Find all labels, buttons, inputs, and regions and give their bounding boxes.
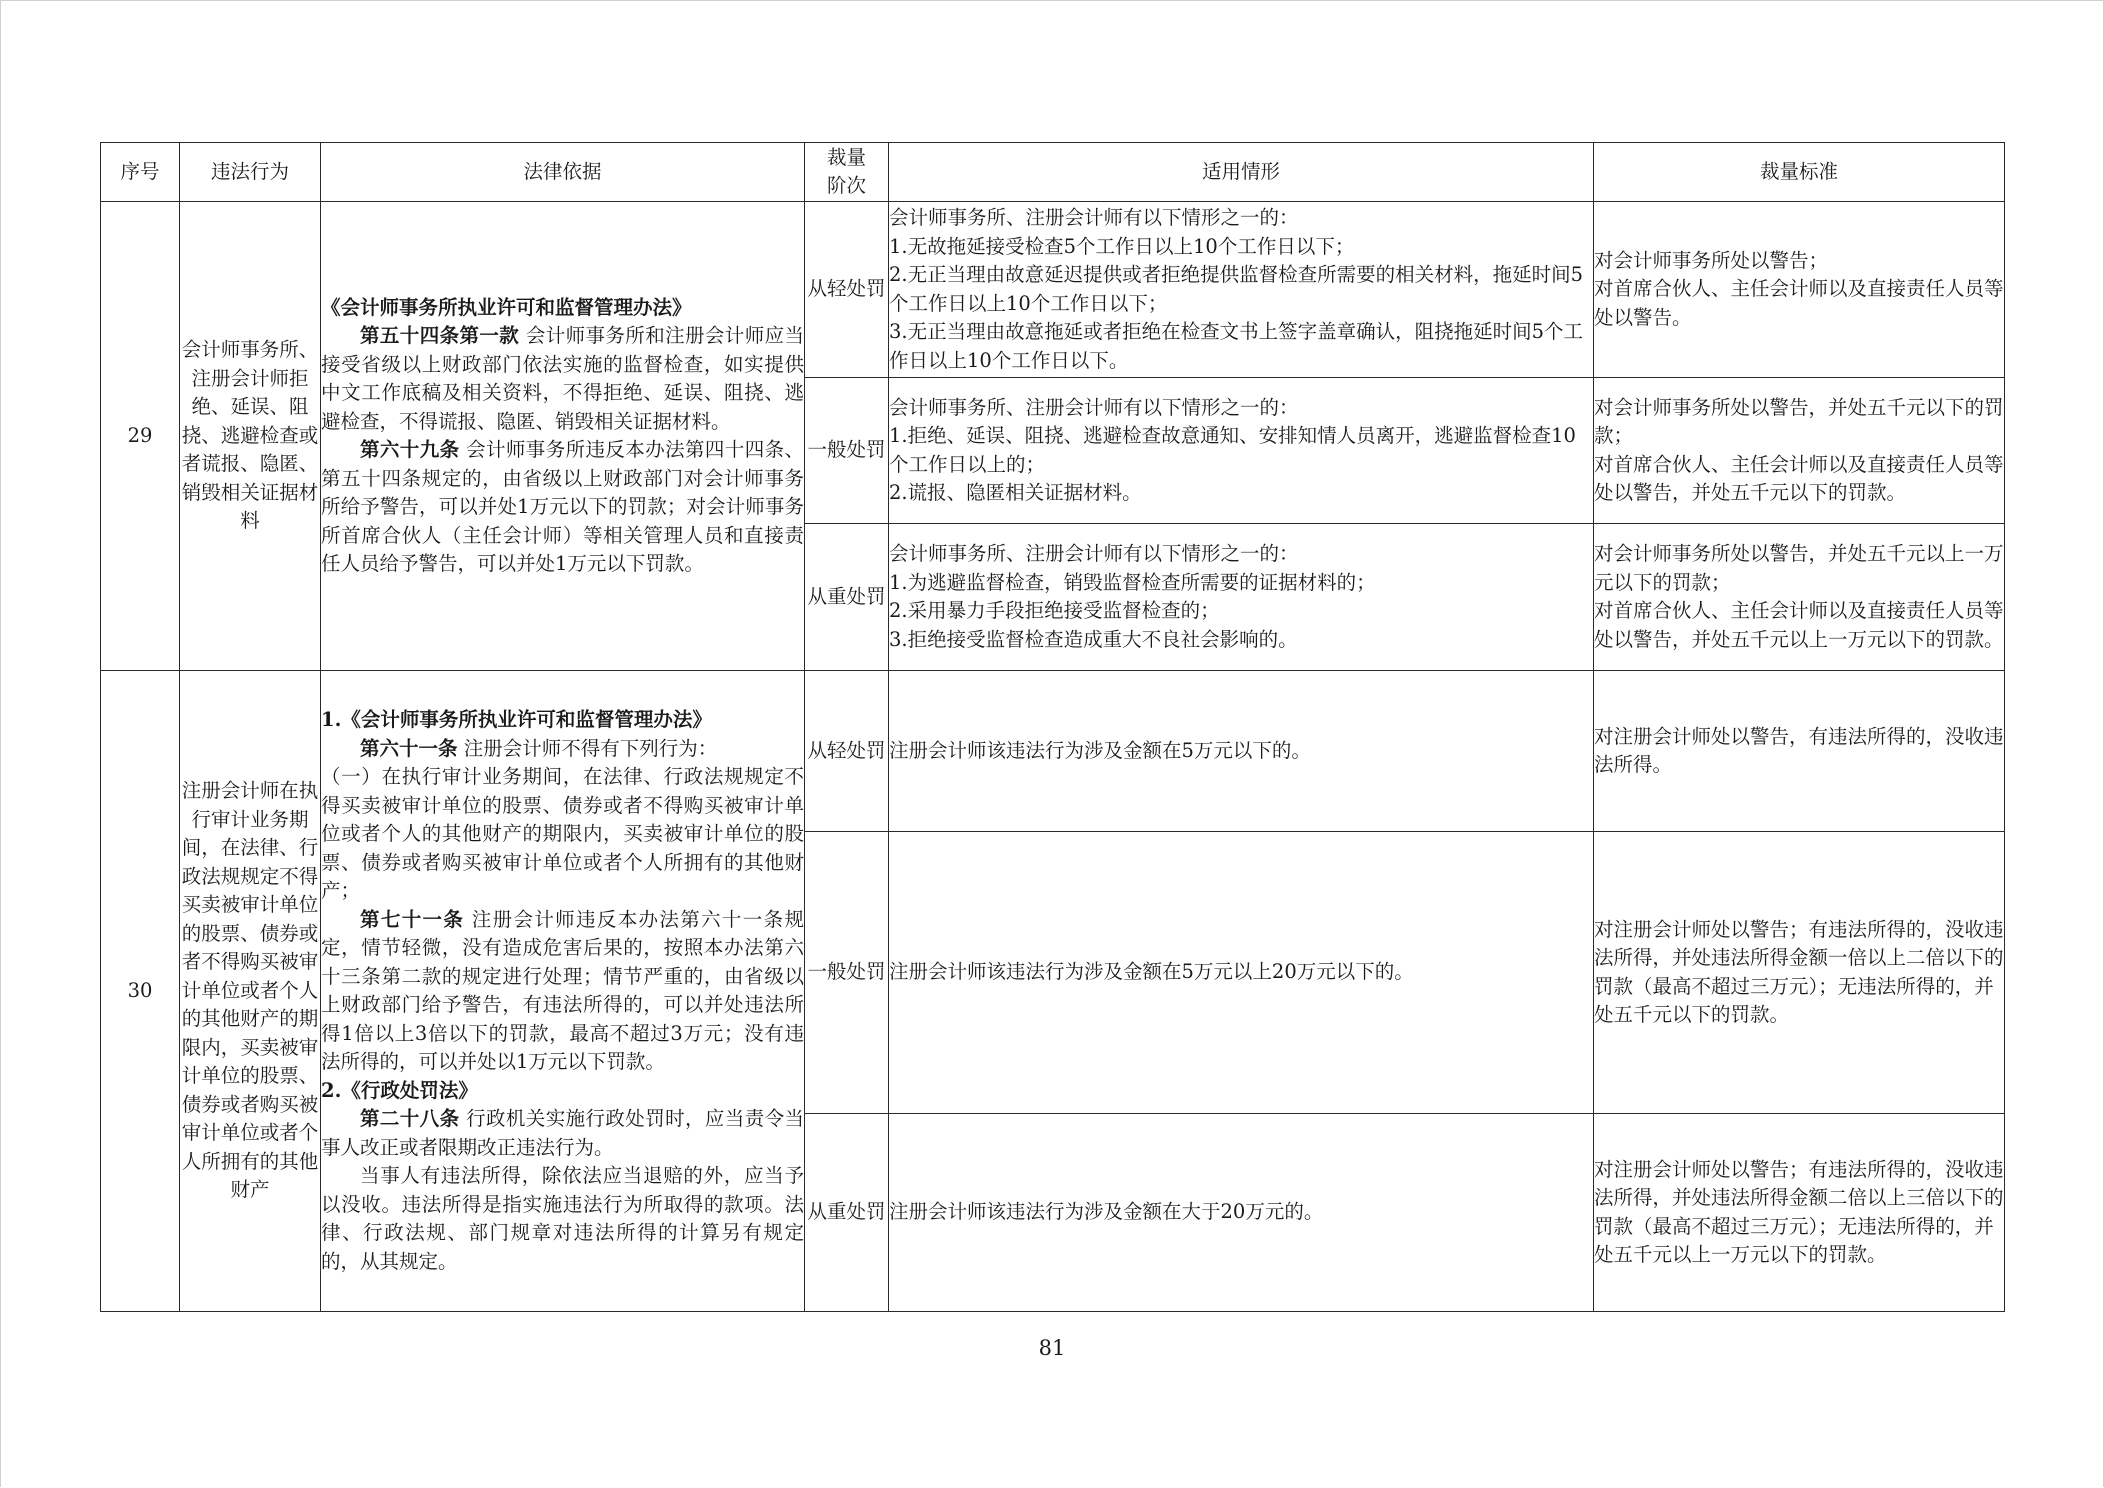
law-text: 行政机关实施行政处罚时，应当责令当事人改正或者限期改正违法行为。 [321,1107,804,1159]
penalty-discretion-table [100,142,2005,1312]
header-cond: 适用情形 [889,143,1594,202]
law-article: 第六十九条 [360,438,460,461]
condition-line: 注册会计师该违法行为涉及金额在5万元以下的。 [889,738,1311,762]
law-title: 《会计师事务所执业许可和监督管理办法》 [321,295,692,319]
law-text: 会计师事务所和注册会计师应当接受省级以上财政部门依法实施的监督检查，如实提供中文工作底稿及相关资料，不得拒绝、延误、阻挠、逃避检查，不得谎报、隐匿、销毁相关证据材料。 [321,324,804,433]
condition-line: 1.为逃避监督检查，销毁监督检查所需要的证据材料的； [889,570,1376,594]
condition-line: 2.谎报、隐匿相关证据材料。 [889,481,1142,504]
condition-line: 会计师事务所、注册会计师有以下情形之一的： [889,542,1299,565]
discretion-standard [1594,202,2005,378]
condition-line: 会计师事务所、注册会计师有以下情形之一的： [889,206,1299,229]
law-article: 第六十一条 [360,736,458,760]
standard-line: 对注册会计师处以警告；有违法所得的，没收违法所得，并处违法所得金额二倍以上三倍以下的罚款（最高不超过三万元）；无违法所得的，并处五千元以上一万元以下的罚款。 [1594,1157,2004,1266]
standard-line: 对注册会计师处以警告；有违法所得的，没收违法所得，并处违法所得金额一倍以上二倍以下的罚款（最高不超过三万元）；无违法所得的，并处五千元以下的罚款。 [1594,917,2004,1026]
standard-line: 对会计师事务所处以警告，并处五千元以上一万元以下的罚款； [1594,542,2004,594]
page-number: 81 [1038,1336,1066,1360]
condition-line: 注册会计师该违法行为涉及金额在大于20万元的。 [889,1200,1324,1224]
discretion-standard [1594,671,2005,832]
standard-line: 对首席合伙人、主任会计师以及直接责任人员等处以警告。 [1594,277,2004,329]
table-row [101,671,2005,832]
condition-line: 3.无正当理由故意拖延或者拒绝在检查文书上签字盖章确认，阻挠拖延时间5个工作日以上10个工作日以下。 [889,320,1584,372]
standard-line: 对首席合伙人、主任会计师以及直接责任人员等处以警告，并处五千元以下的罚款。 [1594,452,2004,504]
law-text: 注册会计师违反本办法第六十一条规定，情节轻微，没有造成危害后果的，按照本办法第六十三条第二款的规定进行处理；情节严重的，由省级以上财政部门给予警告，有违法所得的，可以并处违法所得1倍以上3倍以下的罚款，最高不超过3万元；没有违法所得的，可以并处以1万元以下罚款。 [321,907,804,1073]
tier-level: 从轻处罚 [805,671,889,832]
tier-level: 从重处罚 [805,524,889,671]
applicable-condition [889,202,1594,378]
discretion-standard [1594,378,2005,524]
legal-basis [321,202,805,671]
applicable-condition [889,832,1594,1114]
legal-basis [321,671,805,1312]
tier-level: 从轻处罚 [805,202,889,378]
standard-line: 对会计师事务所处以警告； [1594,248,1829,272]
law-text: （一）在执行审计业务期间，在法律、行政法规规定不得买卖被审计单位的股票、债券或者不得购买被审计单位或者个人的其他财产的期限内，买卖被审计单位的股票、债券或者购买被审计单位或者个人所拥有的其他财产； [321,765,804,902]
header-no: 序号 [101,143,180,202]
row-number: 29 [101,202,180,671]
header-act: 违法行为 [180,143,321,202]
tier-level: 一般处罚 [805,378,889,524]
condition-line: 2.采用暴力手段拒绝接受监督检查的； [889,599,1220,622]
condition-line: 3.拒绝接受监督检查造成重大不良社会影响的。 [889,627,1298,651]
standard-line: 对注册会计师处以警告，有违法所得的，没收违法所得。 [1594,724,2004,776]
violation-act: 会计师事务所、注册会计师拒绝、延误、阻挠、逃避检查或者谎报、隐匿、销毁相关证据材料 [180,202,321,671]
header-std: 裁量标准 [1594,143,2005,202]
law-title: 2.《行政处罚法》 [321,1078,478,1102]
law-article: 第二十八条 [360,1107,460,1130]
header-tier: 裁量阶次 [805,143,889,202]
condition-line: 注册会计师该违法行为涉及金额在5万元以上20万元以下的。 [889,960,1414,984]
law-title: 1.《会计师事务所执业许可和监督管理办法》 [321,708,712,731]
applicable-condition [889,671,1594,832]
condition-line: 会计师事务所、注册会计师有以下情形之一的： [889,395,1299,419]
applicable-condition [889,1114,1594,1312]
discretion-standard [1594,524,2005,671]
tier-level: 从重处罚 [805,1114,889,1312]
applicable-condition [889,524,1594,671]
header-law: 法律依据 [321,143,805,202]
law-text: 注册会计师不得有下列行为： [463,736,718,760]
discretion-standard [1594,1114,2005,1312]
discretion-standard [1594,832,2005,1114]
applicable-condition [889,378,1594,524]
table-header-row [101,143,2005,202]
condition-line: 1.无故拖延接受检查5个工作日以上10个工作日以下； [889,234,1355,258]
standard-line: 对首席合伙人、主任会计师以及直接责任人员等处以警告，并处五千元以上一万元以下的罚款。 [1594,599,2004,651]
standard-line: 对会计师事务所处以警告，并处五千元以下的罚款； [1594,395,2004,447]
condition-line: 1.拒绝、延误、阻挠、逃避检查故意通知、安排知情人员离开，逃避监督检查10个工作日以上的； [889,424,1576,476]
law-article: 第五十四条第一款 [360,324,520,347]
law-article: 第七十一条 [360,907,465,931]
law-text: 当事人有违法所得，除依法应当退赔的外，应当予以没收。违法所得是指实施违法行为所取得的款项。法律、行政法规、部门规章对违法所得的计算另有规定的，从其规定。 [321,1164,804,1273]
condition-line: 2.无正当理由故意延迟提供或者拒绝提供监督检查所需要的相关材料，拖延时间5个工作日以上10个工作日以下； [889,263,1584,315]
row-number: 30 [101,671,180,1312]
violation-act: 注册会计师在执行审计业务期间，在法律、行政法规规定不得买卖被审计单位的股票、债券或者不得购买被审计单位或者个人的其他财产的期限内，买卖被审计单位的股票、债券或者购买被审计单位或者个人所拥有的其他财产 [180,671,321,1312]
table-row [101,202,2005,378]
law-text: 会计师事务所违反本办法第四十四条、第五十四条规定的，由省级以上财政部门对会计师事务所给予警告，可以并处1万元以下的罚款；对会计师事务所首席合伙人（主任会计师）等相关管理人员和直接责任人员给予警告，可以并处1万元以下罚款。 [321,438,804,575]
tier-level: 一般处罚 [805,832,889,1114]
